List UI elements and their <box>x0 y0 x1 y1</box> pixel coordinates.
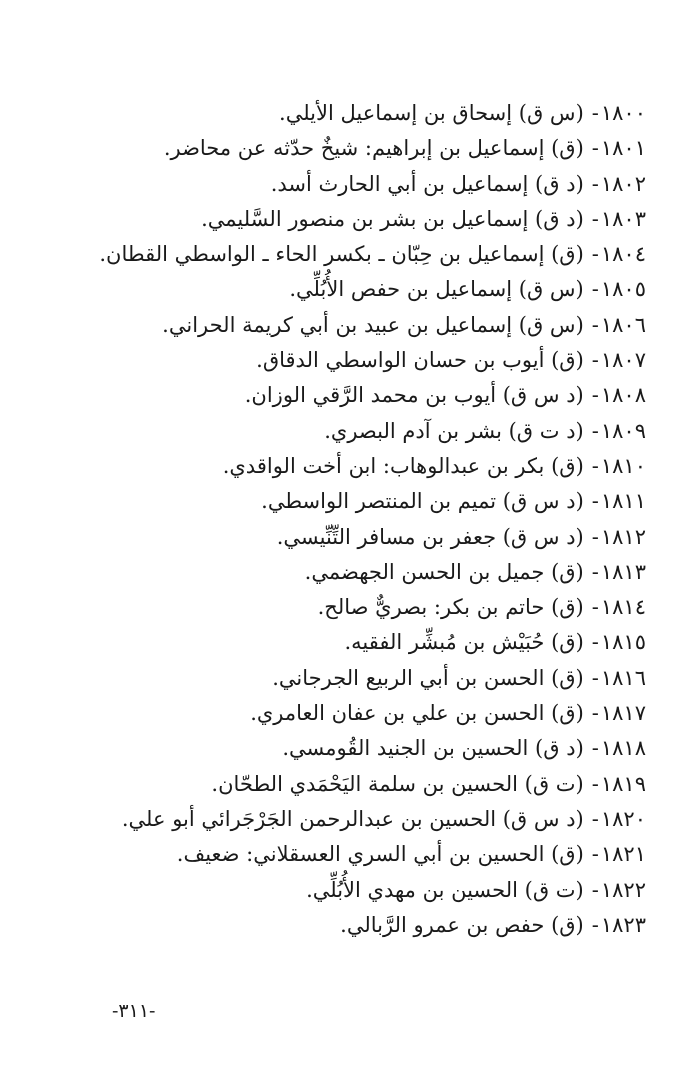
entry-text: (د ق) إسماعيل بن بشر بن منصور السَّليمي. <box>201 206 584 231</box>
entry-number: ١٨٢٠ <box>600 806 646 831</box>
entry-text: (س ق) إسماعيل بن عبيد بن أبي كريمة الحراني. <box>162 312 584 337</box>
entry: ١٨١٧-(ق) الحسن بن علي بن عفان العامري. <box>76 696 646 731</box>
entry-number: ١٨٠٣ <box>600 206 646 231</box>
entry-number: ١٨١٩ <box>600 771 646 796</box>
entry-number: ١٨١١ <box>600 489 646 514</box>
entry-number: ١٨٢٣ <box>600 912 646 937</box>
entry: ١٨١٥-(ق) حُبَيْش بن مُبشِّر الفقيه. <box>76 625 646 660</box>
entry-text: (ت ق) الحسين بن سلمة اليَحْمَدي الطحّان. <box>211 771 584 796</box>
entry-text: (د س ق) أيوب بن محمد الرَّقي الوزان. <box>244 383 584 408</box>
entry-text: (د س ق) الحسين بن عبدالرحمن الجَرْجَرائي أبو علي. <box>121 806 584 831</box>
entry-number: ١٨١٠ <box>600 453 646 478</box>
entry-text: (ق) الحسن بن علي بن عفان العامري. <box>250 701 584 726</box>
entry-text: (س ق) إسحاق بن إسماعيل الأيلي. <box>279 101 584 125</box>
entry: ١٨٠٤-(ق) إسماعيل بن حِبّان ـ بكسر الحاء ـ الواسطي القطان. <box>76 237 646 272</box>
entry-text: (د ق) الحسين بن الجنيد القُومسي. <box>282 736 584 761</box>
entry-text: (ق) الحسن بن أبي الربيع الجرجاني. <box>272 665 584 690</box>
entry: ١٨٠٠-(س ق) إسحاق بن إسماعيل الأيلي. <box>76 96 646 131</box>
entry-text: (ق) حفص بن عمرو الرَّبالي. <box>340 912 584 937</box>
entry: ١٨٠٢-(د ق) إسماعيل بن أبي الحارث أسد. <box>76 167 646 202</box>
entry: ١٨٠٥-(س ق) إسماعيل بن حفص الأُبُلِّي. <box>76 272 646 307</box>
entry-number: ١٨٠٥ <box>600 277 646 302</box>
entry: ١٨٢٢-(ت ق) الحسين بن مهدي الأُبُلِّي. <box>76 873 646 908</box>
entry-text: (ت ق) الحسين بن مهدي الأُبُلِّي. <box>306 877 584 902</box>
entry-text: (د س ق) تميم بن المنتصر الواسطي. <box>261 489 584 514</box>
entry-text: (ق) بكر بن عبدالوهاب: ابن أخت الواقدي. <box>222 453 584 478</box>
entry-number: ١٨٠٨ <box>600 383 646 408</box>
entry-number: ١٨٠٤ <box>600 242 646 267</box>
entry: ١٨٠٧-(ق) أيوب بن حسان الواسطي الدقاق. <box>76 343 646 378</box>
entry: ١٨١٢-(د س ق) جعفر بن مسافر التِّنِّيسي. <box>76 520 646 555</box>
entry-text: (ق) أيوب بن حسان الواسطي الدقاق. <box>256 348 584 373</box>
entry-number: ١٨١٤ <box>600 595 646 620</box>
entry-number: ١٨٠١ <box>600 136 646 161</box>
entry-number: ١٨٠٦ <box>600 312 646 337</box>
entry-number: ١٨١٥ <box>600 630 646 655</box>
entry-text: (د ق) إسماعيل بن أبي الحارث أسد. <box>270 171 584 196</box>
entry-text: (ق) إسماعيل بن إبراهيم: شيخٌ حدّثه عن محاضر. <box>163 136 584 161</box>
entry-text: (ق) حاتم بن بكر: بصريٌّ صالح. <box>317 595 584 620</box>
entry: ١٨٠٩-(د ت ق) بشر بن آدم البصري. <box>76 414 646 449</box>
entry-list <box>76 96 646 943</box>
entry: ١٨١٣-(ق) جميل بن الحسن الجهضمي. <box>76 555 646 590</box>
entry-number: ١٨٠٩ <box>600 418 646 443</box>
entry-text: (د س ق) جعفر بن مسافر التِّنِّيسي. <box>276 524 584 549</box>
entry: ١٨٢٠-(د س ق) الحسين بن عبدالرحمن الجَرْجَرائي أبو علي. <box>76 802 646 837</box>
entry: ١٨١٤-(ق) حاتم بن بكر: بصريٌّ صالح. <box>76 590 646 625</box>
entry-number: ١٨١٢ <box>600 524 646 549</box>
page-number: -٣١١- <box>112 1000 156 1022</box>
entry-text: (ق) جميل بن الحسن الجهضمي. <box>304 559 584 584</box>
entry-number: ١٨٢٢ <box>600 877 646 902</box>
entry-number: ١٨٠٠ <box>600 101 646 125</box>
entry: ١٨٢٣-(ق) حفص بن عمرو الرَّبالي. <box>76 908 646 943</box>
entry-number: ١٨١٧ <box>600 701 646 726</box>
entry: ١٨٢١-(ق) الحسين بن أبي السري العسقلاني: ضعيف. <box>76 837 646 872</box>
entry: ١٨١٨-(د ق) الحسين بن الجنيد القُومسي. <box>76 731 646 766</box>
entry-number: ١٨١٦ <box>600 665 646 690</box>
entry: ١٨١٠-(ق) بكر بن عبدالوهاب: ابن أخت الواقدي. <box>76 449 646 484</box>
entry-text: (س ق) إسماعيل بن حفص الأُبُلِّي. <box>289 277 584 302</box>
entry: ١٨٠٦-(س ق) إسماعيل بن عبيد بن أبي كريمة الحراني. <box>76 308 646 343</box>
entry-text: (د ت ق) بشر بن آدم البصري. <box>324 418 584 443</box>
entry: ١٨١٦-(ق) الحسن بن أبي الربيع الجرجاني. <box>76 661 646 696</box>
entry: ١٨٠١-(ق) إسماعيل بن إبراهيم: شيخٌ حدّثه عن محاضر. <box>76 131 646 166</box>
entry-text: (ق) حُبَيْش بن مُبشِّر الفقيه. <box>344 630 584 655</box>
entry-text: (ق) الحسين بن أبي السري العسقلاني: ضعيف. <box>176 842 584 867</box>
entry-number: ١٨١٨ <box>600 736 646 761</box>
entry: ١٨٠٣-(د ق) إسماعيل بن بشر بن منصور السَّليمي. <box>76 202 646 237</box>
entry-number: ١٨١٣ <box>600 559 646 584</box>
entry-number: ١٨٠٧ <box>600 348 646 373</box>
entry: ١٨١١-(د س ق) تميم بن المنتصر الواسطي. <box>76 484 646 519</box>
entry-number: ١٨٢١ <box>600 842 646 867</box>
entry: ١٨١٩-(ت ق) الحسين بن سلمة اليَحْمَدي الطحّان. <box>76 767 646 802</box>
entry-text: (ق) إسماعيل بن حِبّان ـ بكسر الحاء ـ الواسطي القطان. <box>99 242 584 267</box>
entry: ١٨٠٨-(د س ق) أيوب بن محمد الرَّقي الوزان. <box>76 378 646 413</box>
entry-number: ١٨٠٢ <box>600 171 646 196</box>
